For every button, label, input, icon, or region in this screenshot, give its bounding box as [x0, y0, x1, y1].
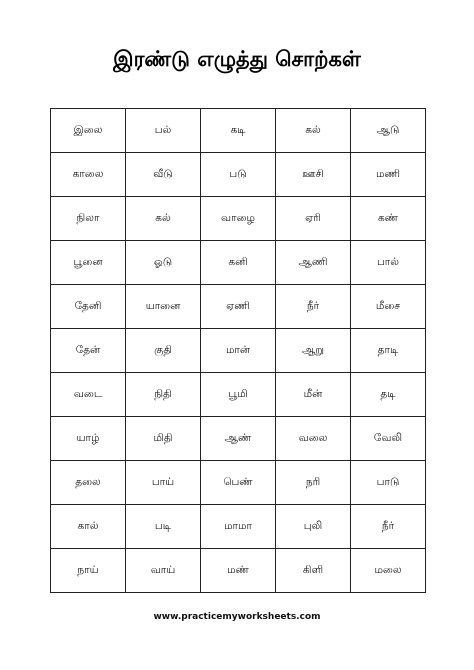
word-cell: தலை — [51, 461, 126, 505]
word-cell: இலை — [51, 109, 126, 153]
word-cell: தேன் — [51, 329, 126, 373]
word-cell: ஏணி — [201, 285, 276, 329]
word-cell: தாடி — [351, 329, 426, 373]
table-row — [51, 109, 426, 153]
table-row — [51, 461, 426, 505]
word-cell: ஆணி — [276, 241, 351, 285]
word-cell: வடை — [51, 373, 126, 417]
word-cell: காலை — [51, 153, 126, 197]
word-cell: நிலா — [51, 197, 126, 241]
word-cell: நிதி — [126, 373, 201, 417]
word-cell: கல் — [276, 109, 351, 153]
table-row — [51, 285, 426, 329]
word-cell: ஆண் — [201, 417, 276, 461]
word-cell: வேலி — [351, 417, 426, 461]
word-cell: தேனி — [51, 285, 126, 329]
page-title: இரண்டு எழுத்து சொற்கள் — [113, 47, 361, 71]
word-cell: மான் — [201, 329, 276, 373]
website-footer: www.practicemyworksheets.com — [153, 612, 321, 622]
table-row — [51, 373, 426, 417]
word-cell: பூமி — [201, 373, 276, 417]
word-cell: மலை — [351, 549, 426, 593]
word-cell: படி — [126, 505, 201, 549]
word-cell: தடி — [351, 373, 426, 417]
word-cell: கல் — [126, 197, 201, 241]
word-cell: கிளி — [276, 549, 351, 593]
table-row — [51, 241, 426, 285]
word-cell: மாமா — [201, 505, 276, 549]
table-row — [51, 153, 426, 197]
word-cell: மண் — [201, 549, 276, 593]
word-cell: வாய் — [126, 549, 201, 593]
word-cell: மணி — [351, 153, 426, 197]
word-cell: ஏரி — [276, 197, 351, 241]
word-cell: வலை — [276, 417, 351, 461]
word-cell: பாய் — [126, 461, 201, 505]
word-cell: பாடு — [351, 461, 426, 505]
word-cell: படு — [201, 153, 276, 197]
table-row — [51, 549, 426, 593]
word-cell: ஊசி — [276, 153, 351, 197]
word-cell: மீன் — [276, 373, 351, 417]
word-cell: கனி — [201, 241, 276, 285]
word-cell: வீடு — [126, 153, 201, 197]
word-cell: பல் — [126, 109, 201, 153]
word-cell: நரி — [276, 461, 351, 505]
word-cell: கண் — [351, 197, 426, 241]
word-cell: நாய் — [51, 549, 126, 593]
table-row — [51, 505, 426, 549]
word-cell: பால் — [351, 241, 426, 285]
word-table-body — [51, 109, 426, 593]
word-cell: கால் — [51, 505, 126, 549]
word-cell: நீர் — [276, 285, 351, 329]
word-cell: யாழ் — [51, 417, 126, 461]
word-cell: ஓடு — [126, 241, 201, 285]
word-cell: பெண் — [201, 461, 276, 505]
word-cell: ஆடு — [351, 109, 426, 153]
word-cell: குதி — [126, 329, 201, 373]
word-cell: மிதி — [126, 417, 201, 461]
word-cell: நீர் — [351, 505, 426, 549]
word-cell: மீசை — [351, 285, 426, 329]
table-row — [51, 197, 426, 241]
word-cell: புலி — [276, 505, 351, 549]
table-row — [51, 417, 426, 461]
word-cell: வாழை — [201, 197, 276, 241]
table-row — [51, 329, 426, 373]
word-cell: கடி — [201, 109, 276, 153]
word-cell: ஆறு — [276, 329, 351, 373]
word-cell: யானை — [126, 285, 201, 329]
word-cell: பூனை — [51, 241, 126, 285]
word-table — [50, 108, 426, 593]
